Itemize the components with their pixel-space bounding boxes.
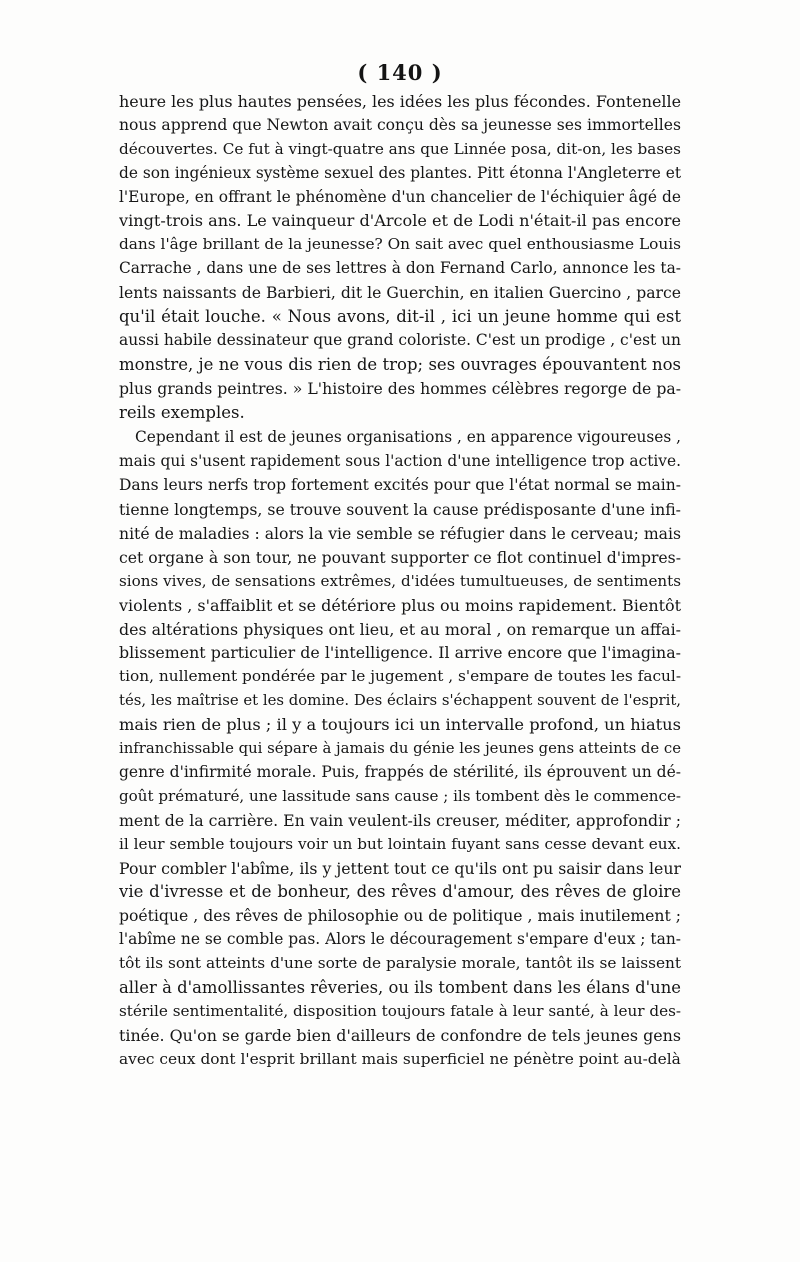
text-line: lents naissants de Barbieri, dit le Guerchin, en italien Guercino , parce xyxy=(119,283,681,303)
text-line: tés, les maîtrise et les domine. Des éclairs s'échappent souvent de l'esprit, xyxy=(119,691,681,710)
text-line: l'Europe, en offrant le phénomène d'un chancelier de l'échiquier âgé de xyxy=(119,187,681,206)
text-line: blissement particulier de l'intelligence. Il arrive encore que l'imagina- xyxy=(119,643,681,663)
text-line: il leur semble toujours voir un but lointain fuyant sans cesse devant eux. xyxy=(119,834,681,853)
text-line: découvertes. Ce fut à vingt-quatre ans que Linnée posa, dit-on, les bases xyxy=(119,139,681,158)
text-line: nous apprend que Newton avait conçu dès sa jeunesse ses immortelles xyxy=(119,115,681,134)
text-line: goût prématuré, une lassitude sans cause ; ils tombent dès le commence- xyxy=(119,786,681,805)
text-line: aller à d'amollissantes rêveries, ou ils tombent dans les élans d'une xyxy=(119,977,681,997)
text-line: des altérations physiques ont lieu, et au moral , on remarque un affai- xyxy=(119,619,681,639)
text-line: mais qui s'usent rapidement sous l'action d'une intelligence trop active. xyxy=(119,452,681,471)
paragraph xyxy=(119,90,681,424)
text-line: tion, nullement pondérée par le jugement , s'empare de toutes les facul- xyxy=(119,667,681,686)
text-line: Pour combler l'abîme, ils y jettent tout ce qu'ils ont pu saisir dans leur xyxy=(119,858,681,878)
text-line: qu'il était louche. « Nous avons, dit-il , ici un jeune homme qui est xyxy=(119,307,681,327)
text-line: poétique , des rêves de philosophie ou de politique , mais inutilement ; xyxy=(119,906,681,926)
text-line: avec ceux dont l'esprit brillant mais superficiel ne pénètre point au-delà xyxy=(119,1049,681,1068)
text-line: cet organe à son tour, ne pouvant supporter ce flot continuel d'impres- xyxy=(119,547,681,567)
text-line: vingt-trois ans. Le vainqueur d'Arcole et de Lodi n'était-il pas encore xyxy=(119,211,681,231)
text-line: de son ingénieux système sexuel des plantes. Pitt étonna l'Angleterre et xyxy=(119,163,681,182)
text-line: heure les plus hautes pensées, les idées les plus fécondes. Fontenelle xyxy=(119,92,681,111)
text-line: tôt ils sont atteints d'une sorte de paralysie morale, tantôt ils se laissent xyxy=(119,954,681,973)
text-line: stérile sentimentalité, disposition toujours fatale à leur santé, à leur des- xyxy=(119,1001,681,1020)
text-line: genre d'infirmité morale. Puis, frappés de stérilité, ils éprouvent un dé- xyxy=(119,762,681,781)
text-line: tienne longtemps, se trouve souvent la cause prédisposante d'une infi- xyxy=(119,500,681,520)
text-line: l'abîme ne se comble pas. Alors le découragement s'empare d'eux ; tan- xyxy=(119,930,681,949)
text-line: monstre, je ne vous dis rien de trop; ses ouvrages épouvantent nos xyxy=(119,354,681,374)
text-line: Cependant il est de jeunes organisations , en apparence vigoureuses , xyxy=(135,428,681,447)
text-line: sions vives, de sensations extrêmes, d'idées tumultueuses, de sentiments xyxy=(119,571,681,590)
text-line: tinée. Qu'on se garde bien d'ailleurs de confondre de tels jeunes gens xyxy=(119,1025,681,1045)
text-line: plus grands peintres. » L'histoire des hommes célèbres regorge de pa- xyxy=(119,378,681,398)
text-line: infranchissable qui sépare à jamais du génie les jeunes gens atteints de ce xyxy=(119,740,681,758)
text-line: aussi habile dessinateur que grand coloriste. C'est un prodige , c'est un xyxy=(119,330,681,349)
body-text xyxy=(119,90,681,1072)
text-line: dans l'âge brillant de la jeunesse? On sait avec quel enthousiasme Louis xyxy=(119,235,681,254)
text-line: violents , s'affaiblit et se détériore plus ou moins rapidement. Bientôt xyxy=(119,595,681,615)
text-line: reils exemples. xyxy=(119,402,245,422)
text-line: ment de la carrière. En vain veulent-ils creuser, méditer, approfondir ; xyxy=(119,810,681,830)
text-line: Dans leurs nerfs trop fortement excités pour que l'état normal se main- xyxy=(119,476,681,495)
text-line: Carrache , dans une de ses lettres à don Fernand Carlo, annonce les ta- xyxy=(119,259,681,278)
text-line: nité de maladies : alors la vie semble se réfugier dans le cerveau; mais xyxy=(119,524,681,544)
text-line: vie d'ivresse et de bonheur, des rêves d'amour, des rêves de gloire xyxy=(119,882,681,902)
page-number: ( 140 ) xyxy=(357,60,443,85)
paragraph xyxy=(119,426,681,1071)
text-line: mais rien de plus ; il y a toujours ici un intervalle profond, un hiatus xyxy=(119,715,681,735)
